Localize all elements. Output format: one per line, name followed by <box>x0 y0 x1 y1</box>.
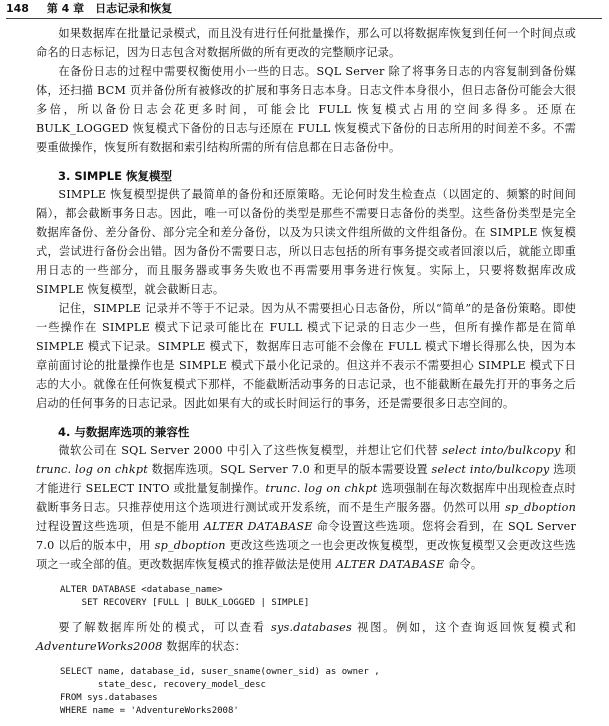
section-heading: 4. 与数据库选项的兼容性 <box>58 425 190 439</box>
page-header <box>6 2 602 19</box>
paragraph: 在备份日志的过程中需要权衡使用小一些的日志。SQL Server 除了将事务日志的内容复制到备份媒体，还扫描 BCM 页并备份所有被修改的扩展和事务日志本身。日志文件本身很小，但日志备份可能会大很多倍，所以备份日志会花更多时间，可能会比 FULL 恢复模式占用的空间多得多。还原在 BULK_LOGGED 恢复模式下备份的日志与还原在 FULL 恢复模式下备份的日志所用的时间差不多。不需要重做操作，恢复所有数据和索引结构所需的所有信息都在日志备份中。 <box>36 65 576 154</box>
text-run: 更改这些选项之一也会更改恢复模型，更改恢复模型又会更改这些选项之一或全部的值。更改数据库恢复模式的推荐做法是使用 <box>36 539 576 571</box>
text-run: 数据库的状态： <box>162 640 246 653</box>
text-run: 数据库选项。SQL Server 7.0 和更早的版本需要设置 <box>147 463 432 476</box>
paragraph-mixed <box>36 618 576 656</box>
text-run: 选项强制在每次数据库中出现检查点时截断事务日志。只推荐使用这个选项进行测试或开发系统，而不是生产服务器。仍然可以用 <box>36 482 576 514</box>
italic-term: ALTER DATABASE <box>335 558 445 571</box>
italic-term: trunc. log on chkpt <box>265 482 378 495</box>
paragraph: 如果数据库在批量记录模式，而且没有进行任何批量操作，那么可以将数据库恢复到任何一个时间点或命名的日志标记，因为日志包含对数据所做的所有更改的完整顺序记录。 <box>36 27 576 59</box>
code-block: SELECT name, database_id, suser_sname(owner_sid) as owner , state_desc, recovery_model_desc FROM sys.databases WHERE name = 'AdventureWorks2008' <box>60 667 380 716</box>
text-run: 视图。例如，这个查询返回恢复模式和 <box>351 621 576 634</box>
italic-term: trunc. log on chkpt <box>36 463 148 476</box>
section-heading: 3. SIMPLE 恢复模型 <box>58 169 172 183</box>
chapter-title: 第 4 章 日志记录和恢复 <box>46 2 173 15</box>
page-number: 148 <box>6 2 29 15</box>
page-body <box>36 24 576 726</box>
paragraph: 记住，SIMPLE 记录并不等于不记录。因为从不需要担心日志备份，所以“简单”的是备份策略。即使一些操作在 SIMPLE 模式下记录可能比在 FULL 模式下记录的日志少一些，但所有操作都是在简单 SIMPLE 模式下记录。SIMPLE 模式下，数据库日志可能不会像在 FULL 模式下增长得那么快，因为本章前面讨论的批量操作也是 SIMPLE 模式下最小化记录的。但这并不表示不需要担心 SIMPLE 模式下日志的大小。就像在任何恢复模式下那样，不能截断活动事务的日志记录，也不能截断在最先打开的事务之后启动的任何事务的日志记录。因此如果有大的或长时间运行的事务，还是需要很多日志空间的。 <box>36 302 576 410</box>
text-run: 过程设置这些选项，但是不能用 <box>36 520 204 533</box>
italic-term: select into/bulkcopy <box>431 463 550 476</box>
paragraph-mixed <box>36 441 576 574</box>
code-block: ALTER DATABASE <database_name> SET RECOVERY [FULL | BULK_LOGGED | SIMPLE] <box>60 585 310 608</box>
text-run: 和 <box>560 444 576 457</box>
italic-term: ALTER DATABASE <box>203 520 313 533</box>
italic-term: sp_dboption <box>505 501 576 514</box>
text-run: 选项才能进行 SELECT INTO 或批量复制操作。 <box>36 463 576 495</box>
italic-term: sp_dboption <box>154 539 226 552</box>
italic-term: AdventureWorks2008 <box>36 640 163 653</box>
italic-term: sys.databases <box>271 621 352 634</box>
text-run: 要了解数据库所处的模式，可以查看 <box>58 621 272 634</box>
italic-term: select into/bulkcopy <box>442 444 561 457</box>
text-run: 微软公司在 SQL Server 2000 中引入了这些恢复模型，并想让它们代替 <box>58 444 443 457</box>
text-run: 命令设置这些选项。您将会看到，在 SQL Server 7.0 以后的版本中，用 <box>36 520 576 552</box>
text-run: 命令。 <box>444 558 483 571</box>
paragraph: SIMPLE 恢复模型提供了最简单的备份和还原策略。无论何时发生检查点（以固定的、频繁的时间间隔），都会截断事务日志。因此，唯一可以备份的类型是那些不需要日志备份的类型。这些备份类型是完全数据库备份、差分备份、部分完全和差分备份，以及为只读文件组所做的文件组备份。在 SIMPLE 恢复模式，尝试进行备份会出错。因为备份不需要日志，所以日志包括的所有事务提交或者回滚以后，就能立即重用日志的一些部分，而且服务器或事务失败也不再需要用事务进行恢复。实际上，只要将数据库改成 SIMPLE 恢复模型，就会截断日志。 <box>36 188 576 296</box>
